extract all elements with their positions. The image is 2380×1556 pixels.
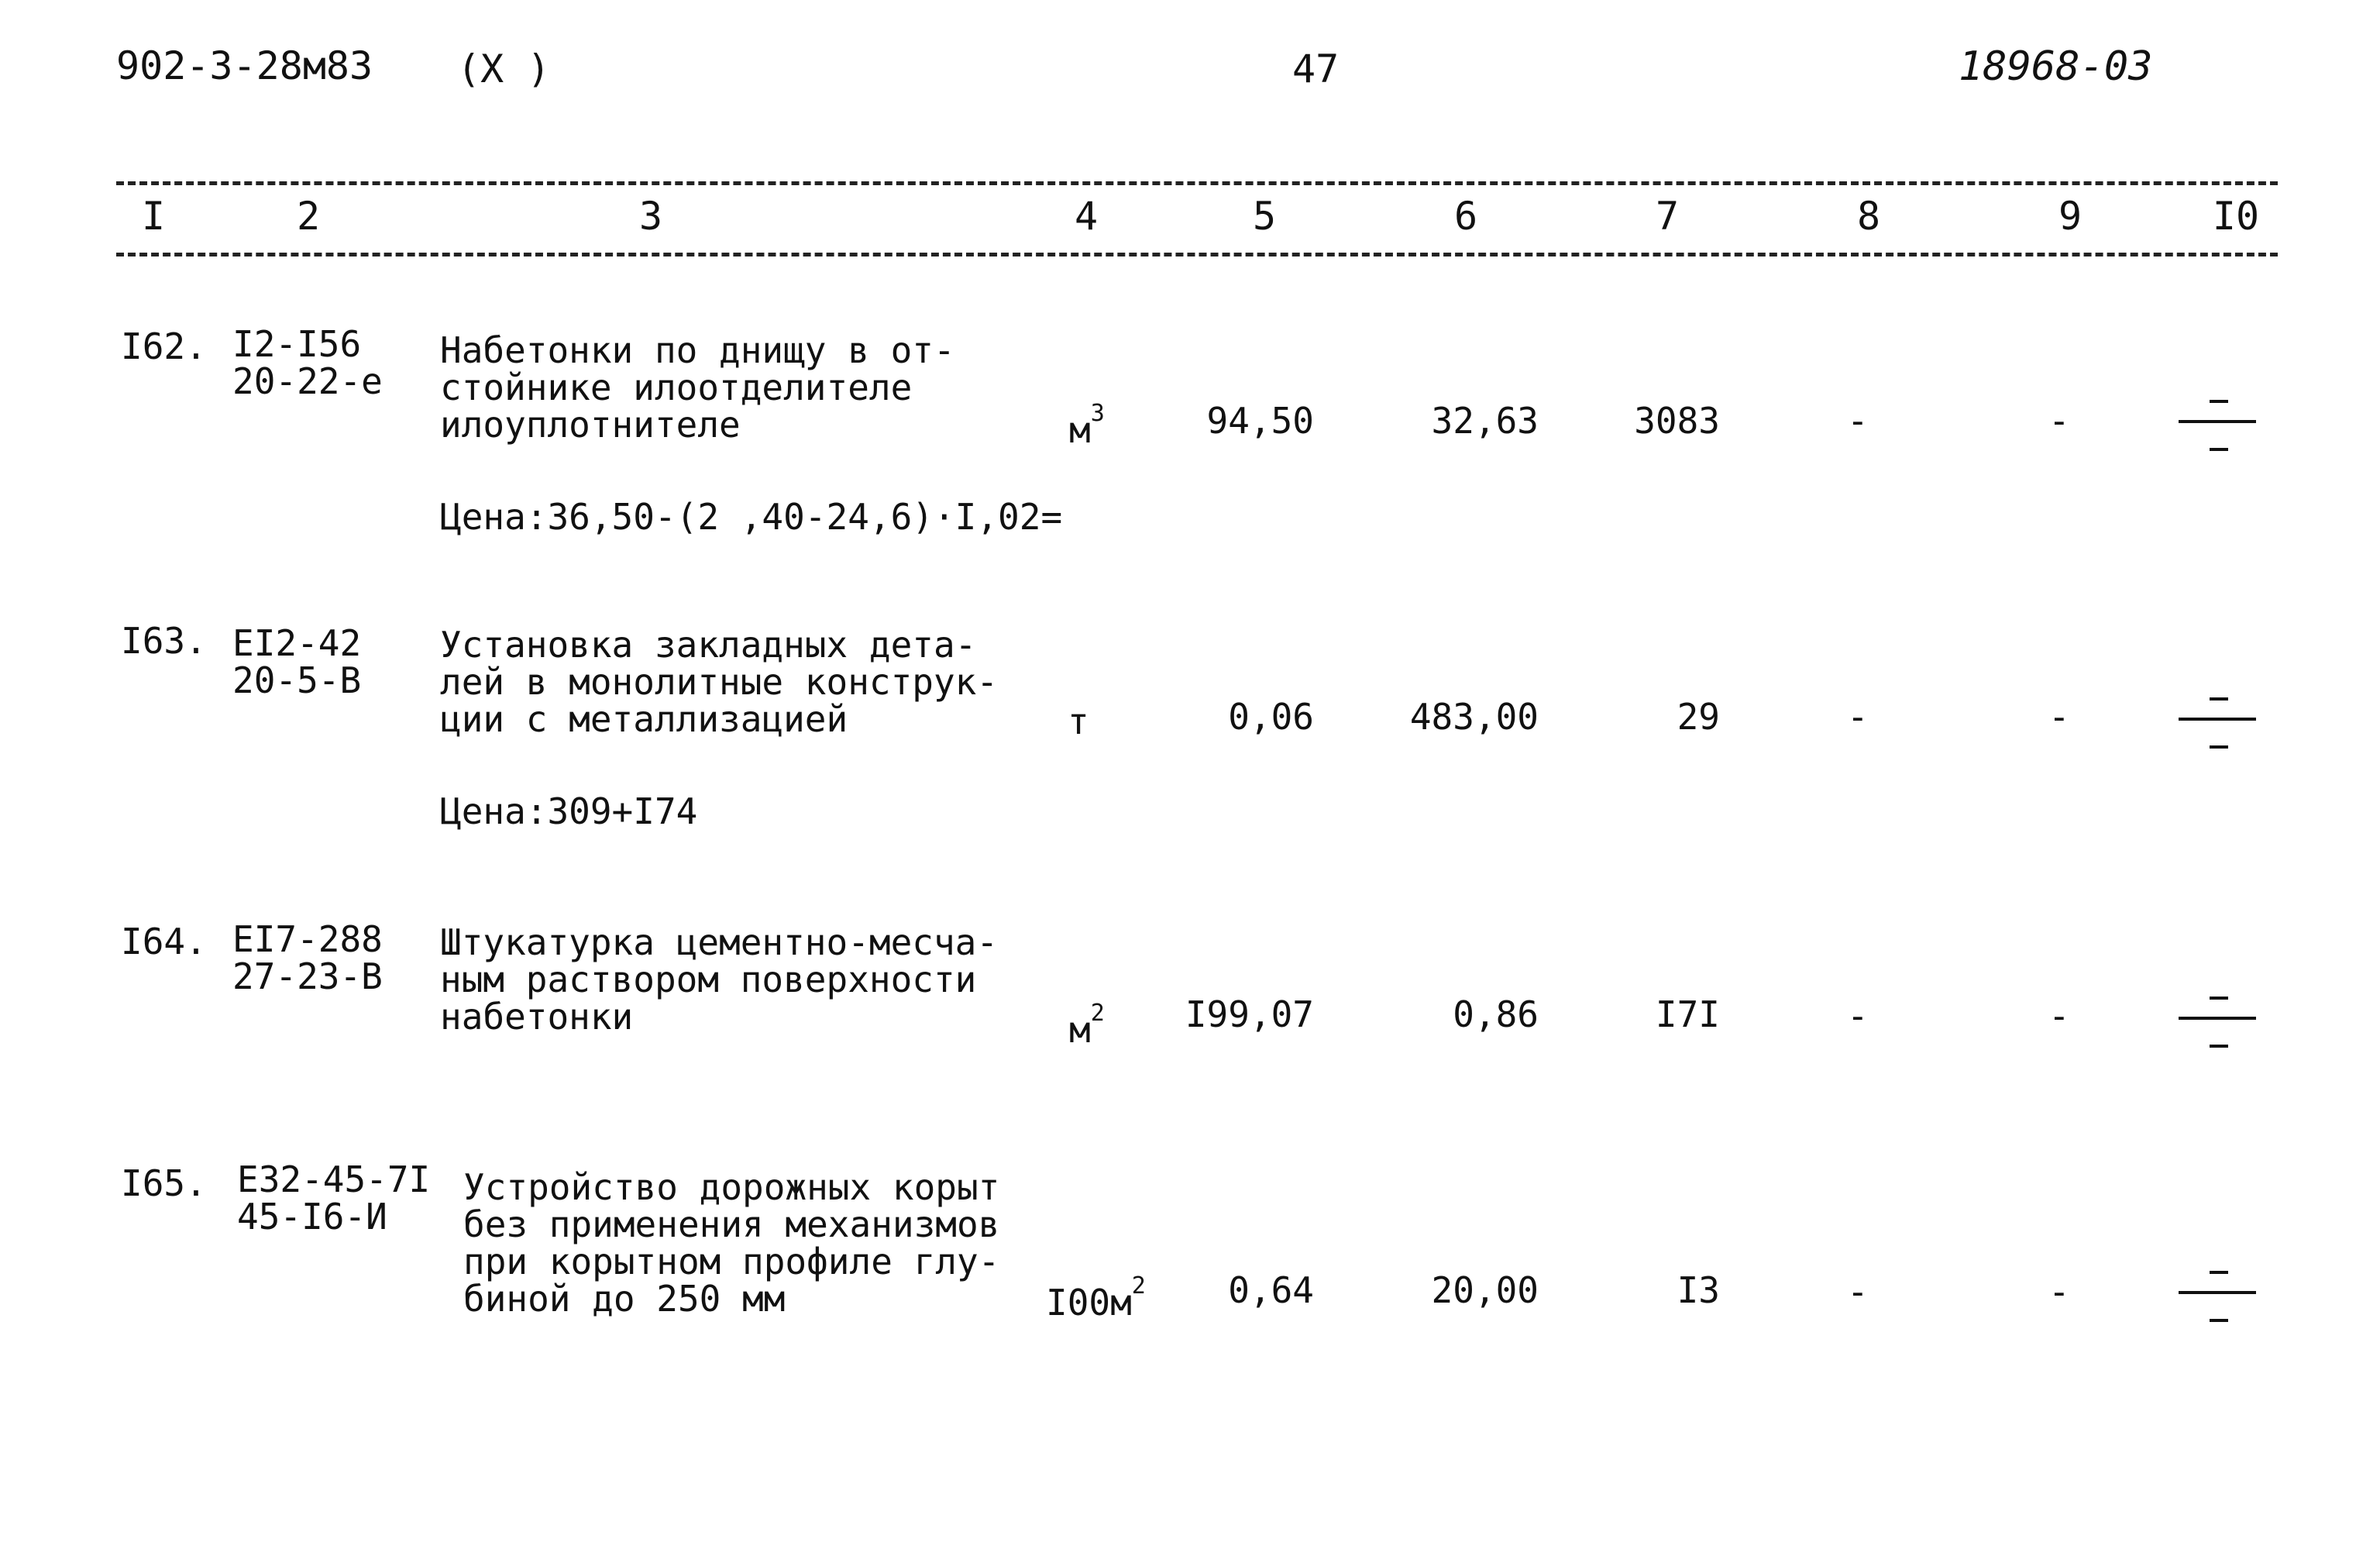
row-total: 3083 xyxy=(1634,400,1720,442)
row-col8: - xyxy=(1847,995,1869,1037)
column-header-3: 3 xyxy=(638,194,663,239)
row-total: I7I xyxy=(1655,993,1720,1035)
row-code-primary: ЕI7-288 xyxy=(232,918,383,960)
row-description-line: Устройство дорожных корыт xyxy=(463,1166,1000,1208)
row-unit-price: 20,00 xyxy=(1431,1269,1539,1311)
row-code-primary: ЕI2-42 xyxy=(232,622,362,664)
row-description-line: Штукатурка цементно-месча- xyxy=(440,921,999,963)
row-unit: $м^2$ xyxy=(1069,1000,1105,1051)
row-unit: $I00м^2$ xyxy=(1046,1272,1146,1324)
row-col8: - xyxy=(1847,1271,1869,1313)
column-header-5: 5 xyxy=(1252,194,1277,239)
row-description-line: илоуплотнителе xyxy=(440,404,741,446)
row-description-line: без применения механизмов xyxy=(463,1203,1000,1245)
column-header-2: 2 xyxy=(296,194,321,239)
row-description-line: при корытном профиле глу- xyxy=(463,1241,1000,1282)
document-number: 902-3-28м83 xyxy=(116,43,373,88)
row-col8: - xyxy=(1847,696,1869,738)
row-code-secondary: 20-22-е xyxy=(232,360,383,402)
row-code-secondary: 20-5-В xyxy=(232,659,362,701)
column-header-6: 6 xyxy=(1453,194,1478,239)
row-total: I3 xyxy=(1677,1269,1720,1311)
row-code-primary: I2-I56 xyxy=(232,323,362,365)
row-unit-price: 32,63 xyxy=(1431,400,1539,442)
column-header-4: 4 xyxy=(1074,194,1099,239)
row-unit: $м^3$ xyxy=(1069,400,1105,451)
row-quantity: 94,50 xyxy=(1206,400,1314,442)
fraction-mark xyxy=(2179,394,2256,471)
row-unit-price: 483,00 xyxy=(1409,696,1539,738)
row-price-note: Цена:36,50-(2 ,40-24,6)·I,02= xyxy=(440,496,1063,538)
fraction-mark xyxy=(2179,990,2256,1068)
column-header-1: I xyxy=(141,194,166,239)
row-code-secondary: 45-I6-И xyxy=(237,1196,387,1238)
column-header-9: 9 xyxy=(2058,194,2082,239)
row-unit-price: 0,86 xyxy=(1453,993,1539,1035)
row-number: I64. xyxy=(121,921,207,962)
row-code-secondary: 27-23-В xyxy=(232,955,383,997)
row-col9: - xyxy=(2048,995,2070,1037)
column-header-7: 7 xyxy=(1655,194,1680,239)
row-description-line: ным раствором поверхности xyxy=(440,959,977,1000)
row-col8: - xyxy=(1847,400,1869,442)
row-col9: - xyxy=(2048,1271,2070,1313)
page-number: 47 xyxy=(1292,46,1340,91)
row-description-line: стойнике илоотделителе xyxy=(440,367,913,408)
row-description-line: ции с металлизацией xyxy=(440,698,848,740)
registration-number: 18968-03 xyxy=(1959,43,2153,90)
document-code: (X ) xyxy=(457,46,551,91)
row-total: 29 xyxy=(1677,696,1720,738)
row-description-line: Набетонки по днищу в от- xyxy=(440,329,955,371)
row-number: I65. xyxy=(121,1162,207,1204)
row-description-line: набетонки xyxy=(440,996,634,1038)
row-col9: - xyxy=(2048,696,2070,738)
row-col9: - xyxy=(2048,400,2070,442)
row-code-primary: Е32-45-7I xyxy=(237,1158,431,1200)
row-description-line: Установка закладных дета- xyxy=(440,624,977,666)
row-quantity: I99,07 xyxy=(1185,993,1314,1035)
column-header-10: I0 xyxy=(2212,194,2260,239)
row-quantity: 0,64 xyxy=(1228,1269,1314,1311)
column-header-8: 8 xyxy=(1856,194,1881,239)
fraction-mark xyxy=(2179,1265,2256,1342)
header-bottom-rule xyxy=(116,253,2278,256)
fraction-mark xyxy=(2179,691,2256,769)
row-quantity: 0,06 xyxy=(1228,696,1314,738)
row-unit: т xyxy=(1068,701,1089,742)
row-price-note: Цена:309+I74 xyxy=(440,790,698,832)
row-description-line: биной до 250 мм xyxy=(463,1278,786,1320)
row-number: I62. xyxy=(121,325,207,367)
row-description-line: лей в монолитные конструк- xyxy=(440,661,999,703)
row-number: I63. xyxy=(121,620,207,662)
header-top-rule xyxy=(116,181,2278,185)
